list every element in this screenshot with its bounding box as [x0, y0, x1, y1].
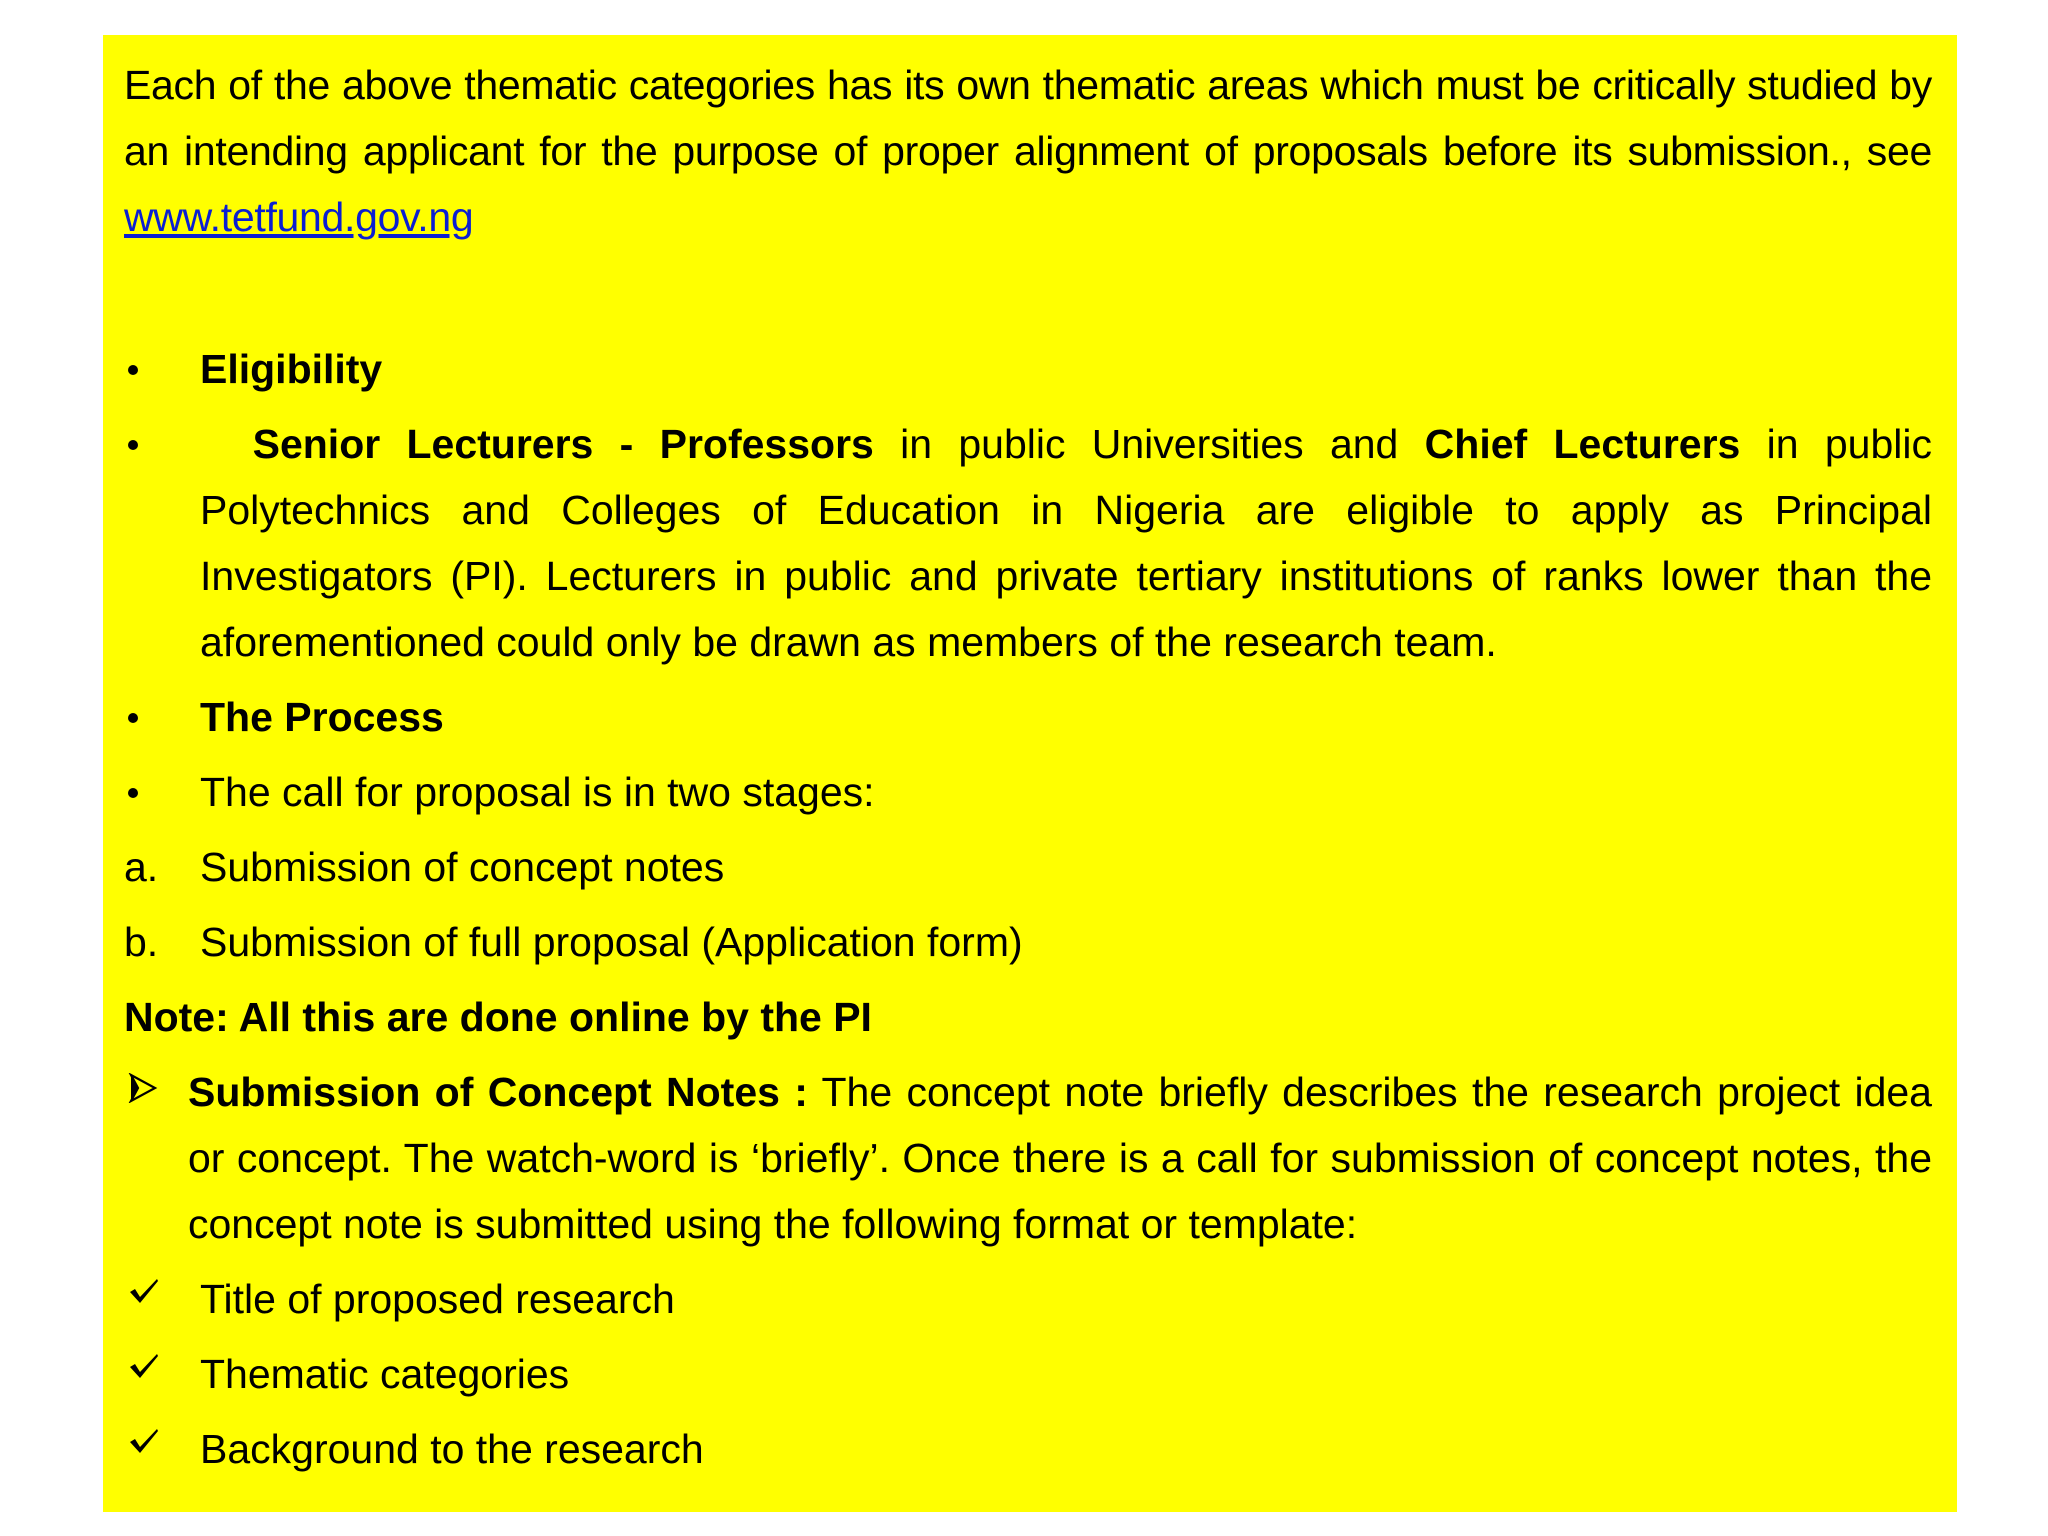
concept-notes-label: Submission of Concept Notes : — [188, 1069, 808, 1115]
tetfund-link[interactable]: www.tetfund.gov.ng — [124, 194, 474, 240]
stage-marker: a. — [124, 844, 159, 890]
intro-paragraph — [124, 52, 1932, 250]
concept-notes-paragraph — [188, 1059, 1932, 1257]
eligibility-text-2: in public Polytechnics and Colleges of Education in Nigeria are eligible to apply as Principal Investigators (PI). Lecturers in public and private tertiary institutions of ranks lower than the aforementioned could only be drawn as members of the research team. — [200, 421, 1932, 665]
stage-marker: b. — [124, 919, 159, 965]
eligibility-heading: Eligibility — [200, 346, 383, 392]
template-item: Title of proposed research — [200, 1276, 675, 1322]
list-item-stage-b — [124, 909, 1932, 975]
intro-text: Each of the above thematic categories has its own thematic areas which must be critically studied by an intending applicant for the purpose of proper alignment of proposals before its submission., see — [124, 62, 1932, 174]
list-item-concept-notes — [124, 1059, 1932, 1257]
process-heading: The Process — [200, 694, 444, 740]
process-note: Note: All this are done online by the PI — [124, 994, 872, 1040]
list-item-template-1 — [124, 1266, 1932, 1332]
bullet-icon — [124, 759, 184, 825]
stage-text: Submission of full proposal (Application form) — [200, 919, 1023, 965]
eligibility-paragraph — [200, 411, 1932, 675]
list-item-eligibility-heading — [124, 336, 1932, 402]
list-item-template-3 — [124, 1416, 1932, 1482]
slide-content — [124, 52, 1932, 1491]
bullet-icon — [124, 684, 184, 750]
arrowhead-icon — [128, 1073, 158, 1103]
template-item: Background to the research — [200, 1426, 704, 1472]
bullet-icon — [124, 336, 184, 402]
stage-text: Submission of concept notes — [200, 844, 725, 890]
eligibility-bold-2: Chief Lecturers — [1424, 421, 1741, 467]
concept-notes-text: The concept note briefly describes the research project idea or concept. The watch-word is ‘briefly’. Once there is a call for submission of concept notes, the concept note is submitted using the following format or template: — [188, 1069, 1932, 1247]
list-item-stage-a — [124, 834, 1932, 900]
process-intro: The call for proposal is in two stages: — [200, 769, 875, 815]
eligibility-bold-1: Senior Lecturers - Professors — [252, 421, 874, 467]
list-item-eligibility-text — [124, 411, 1932, 675]
list-item-process-heading — [124, 684, 1932, 750]
bullet-icon — [124, 411, 184, 477]
spacer — [124, 250, 1932, 336]
template-item: Thematic categories — [200, 1351, 570, 1397]
list-item-process-intro — [124, 759, 1932, 825]
list-item-template-2 — [124, 1341, 1932, 1407]
eligibility-text-1: in public Universities and — [873, 421, 1425, 467]
